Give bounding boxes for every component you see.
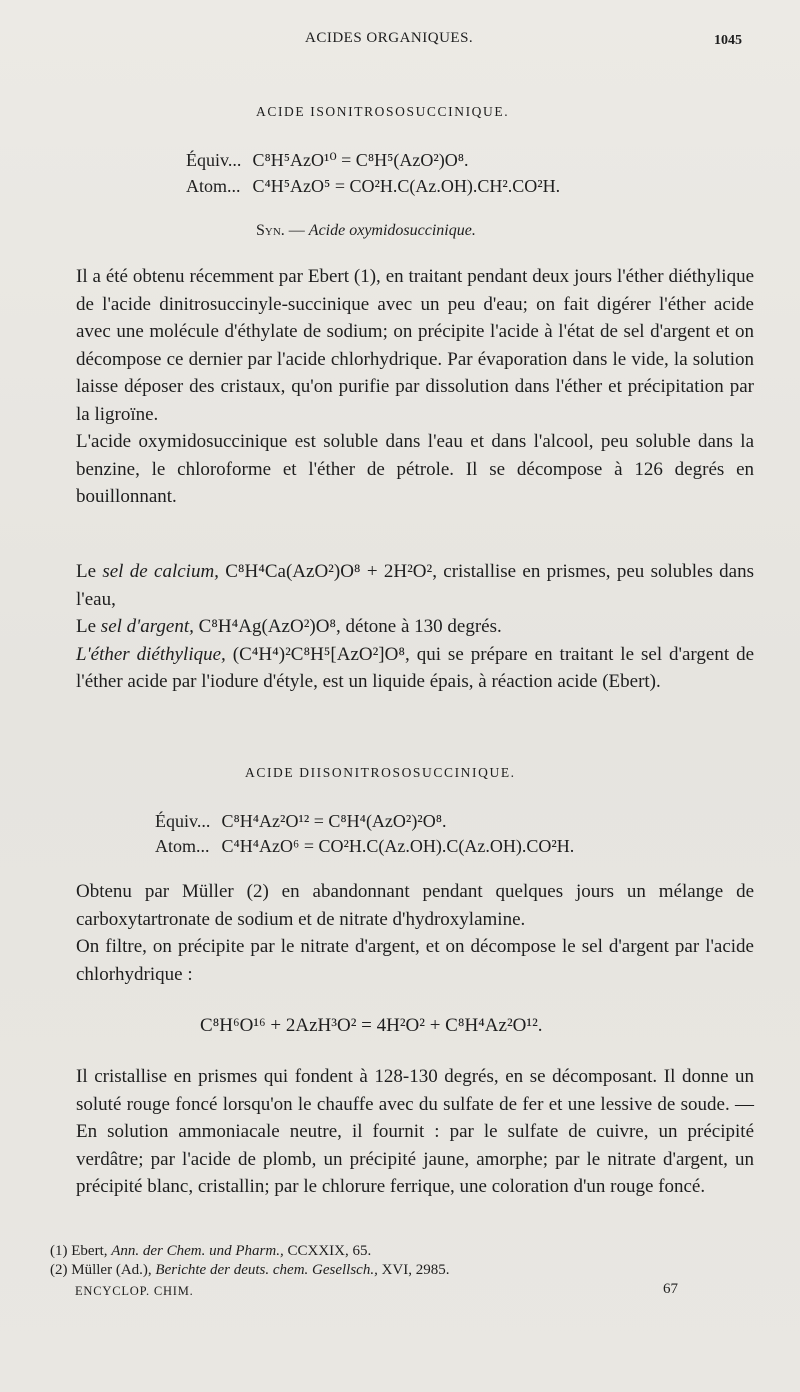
footnote-marker: (1)	[50, 1243, 68, 1259]
syn-text: Acide oxymidosuccinique.	[308, 222, 476, 239]
syn-label: Syn.	[256, 222, 285, 239]
equiv-formula-row	[186, 150, 469, 171]
atom-formula-row-2	[155, 836, 574, 857]
paragraph-filtration: On filtre, on précipite par le nitrate d'argent, et on décompose le sel d'argent par l'acide chlorhydrique :	[76, 936, 754, 985]
footnote-journal: Berichte der deuts. chem. Gesellsch.,	[155, 1262, 378, 1278]
section-heading-diisonitroso: ACIDE DIISONITROSOSUCCINIQUE.	[245, 765, 516, 780]
atom-formula: C⁴H⁵AzO⁵ = CO²H.C(Az.OH).CH².CO²H.	[252, 176, 561, 196]
atom-label: Atom...	[186, 176, 241, 196]
footnote-journal: Ann. der Chem. und Pharm.,	[111, 1243, 284, 1259]
signature-mark: ENCYCLOP. CHIM.	[75, 1284, 194, 1298]
paragraph-properties: L'acide oxymidosuccinique est soluble dans l'eau et dans l'alcool, peu soluble dans la benzine, le chloroforme et l'éther de pétrole. Il se décompose à 126 degrés en bouillonnant.	[76, 431, 754, 507]
atom-label-2: Atom...	[155, 836, 210, 856]
section2-properties	[48, 1063, 754, 1201]
footnote-1	[50, 1243, 371, 1260]
footnote-author: Ebert,	[67, 1243, 112, 1259]
section1-body	[48, 263, 754, 511]
section1-salts	[48, 558, 754, 696]
footnote-marker: (2)	[50, 1262, 68, 1278]
atom-formula-2: C⁴H⁴AzO⁶ = CO²H.C(Az.OH).C(Az.OH).CO²H.	[221, 836, 575, 856]
section2-body	[48, 878, 754, 988]
footnote-ref: XVI, 2985.	[377, 1262, 450, 1278]
atom-formula-row	[186, 176, 560, 197]
calcium-rest: C⁸H⁴Ca(AzO²)O⁸ + 2H²O², cristallise en prismes, peu solubles dans l'eau,	[76, 561, 754, 610]
paragraph-ether	[48, 641, 754, 696]
paragraph-obtention: Obtenu par Müller (2) en abandonnant pendant quelques jours un mélange de carboxytartronate de sodium et de nitrate d'hydroxylamine.	[76, 881, 754, 930]
ether-term: L'éther diéthylique,	[76, 643, 226, 665]
footnote-author: Müller (Ad.),	[67, 1262, 156, 1278]
paragraph-crystallization: Il cristallise en prismes qui fondent à 128-130 degrés, en se décomposant. Il donne un soluté rouge foncé lorsqu'on le chauffe avec du sulfate de fer et une lessive de soude. — En solution ammoniacale neutre, il fournit : par le sulfate de cuivre, un précipité verdâtre; par l'acide de plomb, un précipité jaune, amorphe; par le nitrate d'argent, un précipité blanc, cristallin; par le chlorure ferrique, une coloration d'un rouge foncé.	[76, 1066, 754, 1197]
page-number: 1045	[714, 33, 742, 48]
signature-number: 67	[663, 1281, 678, 1297]
synonym-line	[256, 222, 476, 240]
equiv-label: Équiv...	[186, 150, 242, 170]
equiv-formula-2: C⁸H⁴Az²O¹² = C⁸H⁴(AzO²)²O⁸.	[221, 811, 447, 831]
syn-dash: —	[284, 222, 309, 239]
equiv-formula: C⁸H⁵AzO¹⁰ = C⁸H⁵(AzO²)O⁸.	[252, 150, 469, 170]
silver-rest: C⁸H⁴Ag(AzO²)O⁸, détone à 130 degrés.	[193, 616, 502, 637]
equiv-formula-row-2	[155, 811, 446, 832]
ether-rest: (C⁴H⁴)²C⁸H⁵[AzO²]O⁸, qui se prépare en traitant le sel d'argent de l'éther acide par l'iodure d'étyle, est un liquide épais, à réaction acide (Ebert).	[76, 643, 755, 692]
paragraph-silver-salt	[48, 613, 754, 641]
reaction-equation: C⁸H⁶O¹⁶ + 2AzH³O² = 4H²O² + C⁸H⁴Az²O¹².	[200, 1015, 543, 1036]
footnote-ref: CCXXIX, 65.	[283, 1243, 372, 1259]
paragraph-preparation: Il a été obtenu récemment par Ebert (1), en traitant pendant deux jours l'éther diéthylique de l'acide dinitrosuccinyle-succinique avec un peu d'eau; on fait digérer l'éther acide avec une molécule d'éthylate de sodium; on précipite l'acide à l'état de sel d'argent et on décompose ce dernier par l'acide chlorhydrique. Par évaporation dans le vide, la solution laisse déposer des cristaux, qu'on purifie par dissolution dans l'éther et précipitation par la ligroïne.	[76, 266, 754, 425]
paragraph-calcium-salt	[48, 558, 754, 613]
equiv-label-2: Équiv...	[155, 811, 211, 831]
calcium-term: sel de calcium,	[102, 561, 219, 582]
section-heading-isonitroso: ACIDE ISONITROSOSUCCINIQUE.	[256, 104, 510, 119]
silver-term: sel d'argent,	[100, 616, 194, 637]
running-header: ACIDES ORGANIQUES.	[305, 30, 474, 46]
silver-prefix: Le	[76, 616, 101, 637]
footnote-2	[50, 1262, 450, 1279]
calcium-prefix: Le	[76, 561, 103, 582]
